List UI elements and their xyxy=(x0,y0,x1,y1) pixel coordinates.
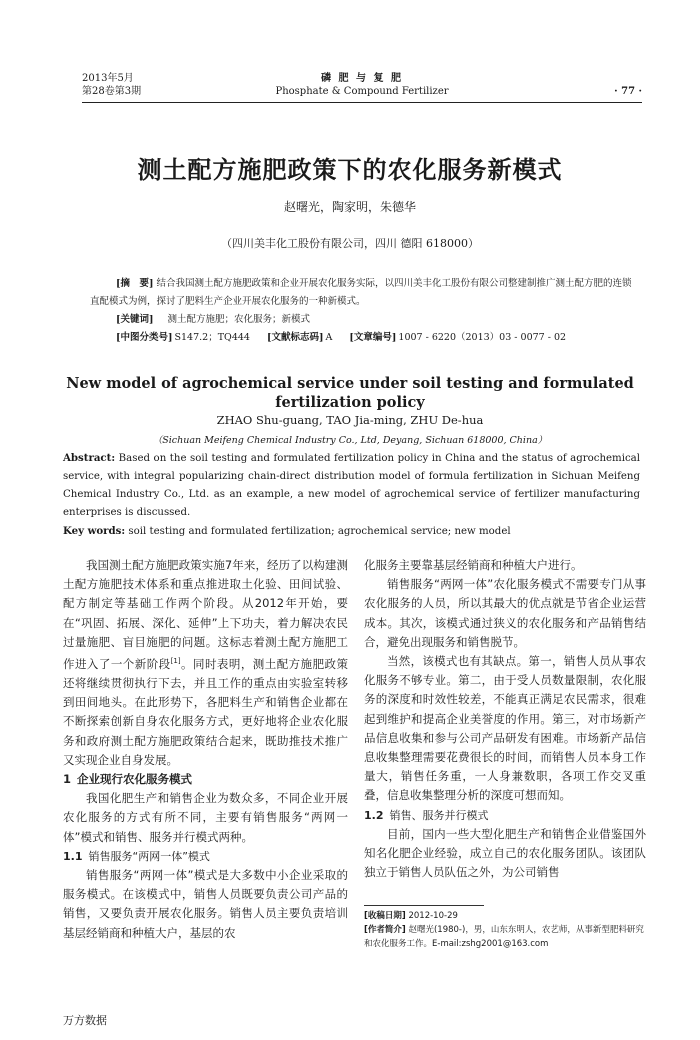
subsection-number: 1.2 xyxy=(364,808,384,822)
received-label: [收稿日期] xyxy=(364,911,406,921)
volume-issue: 第28卷第3期 xyxy=(82,86,142,97)
year-month: 2013年5月 xyxy=(82,73,134,84)
keywords-cn xyxy=(90,311,632,329)
subsection-title: 销售服务“两网一体”模式 xyxy=(88,849,210,863)
clc-value: S147.2；TQ444 xyxy=(174,332,250,343)
journal-name xyxy=(82,72,642,98)
english-authors: ZHAO Shu-guang, TAO Jia-ming, ZHU De-hua xyxy=(216,413,484,427)
article-no-label: [文章编号] xyxy=(349,332,397,343)
header-rule xyxy=(82,102,642,103)
english-abstract xyxy=(63,449,640,522)
body-paragraph-5: 当然，该模式也有其缺点。第一，销售人员从事农化服务不够专业。第二，由于受人员数量限制，农化服务的深度和时效性较差，不能真正满足农民需求，很难起到维护和提高企业美誉度的作用。第三，对市场新产品信息收集和参与公司产品研发有困难。市场新产品信息收集整理需要花费很长的时间，而销售人员本身工作量大，销售任务重，一人身兼数职，各项工作交叉重叠，信息收集整理分析的深度可想而知。 xyxy=(364,654,646,803)
author-bio-label: [作者简介] xyxy=(364,925,406,935)
body-paragraph-3: 销售服务“两网一体”模式是大多数中小企业采取的服务模式。在该模式中，销售人员既要负责公司产品的销售，又要负责开展农化服务。销售人员主要负责培训基层经销商和种植大户，基层的农 xyxy=(63,868,348,940)
body-paragraph-1 xyxy=(63,556,348,770)
keywords-cn-text: 测土配方施肥；农化服务；新模式 xyxy=(167,314,311,325)
body-paragraph-continued: 化服务主要靠基层经销商和种植大户进行。 xyxy=(364,558,583,572)
article-affiliation: （四川美丰化工股份有限公司，四川 德阳 618000） xyxy=(221,237,479,250)
article-no-value: 1007 - 6220（2013）03 - 0077 - 02 xyxy=(398,332,567,343)
subsection-number: 1.1 xyxy=(63,849,83,863)
body-paragraph-4: 销售服务“两网一体”农化服务模式不需要专门从事农化服务的人员，所以其最大的优点就是节省企业运营成本。其次，该模式通过狭义的农化服务和产品销售结合，避免出现服务和销售脱节。 xyxy=(364,577,646,649)
english-abstract-text: Based on the soil testing and formulated fertilization policy in China and the status of agrochemical service, with integral popularizing chain-direct distribution model of formula fertilization in Sichuan Meifeng Chemical Industry Co., Ltd. as an example, a new model of agrochemical service of fertilizer manufacturing enterprises is discussed. xyxy=(63,453,640,518)
section-title: 企业现行农化服务模式 xyxy=(77,772,193,787)
body-paragraph-1-end: 。同时表明，测土配方施肥政策还将继续贯彻执行下去，并且工作的重点由实验室转移到田间地头。在此形势下，各肥料生产和销售企业都在不断探索创新自身农化服务方式，更好地将企业农化服务和政府测土配方施肥政策结合起来，既助推技术推广又实现企业自身发展。 xyxy=(63,656,348,767)
section-number: 1 xyxy=(63,772,72,787)
subsection-title: 销售、服务并行模式 xyxy=(389,808,489,822)
body-paragraph-6: 目前，国内一些大型化肥生产和销售企业借鉴国外知名化肥企业经验，成立自己的农化服务团队。该团队独立于销售人员队伍之外，为公司销售 xyxy=(364,826,646,880)
article-title: 测土配方施肥政策下的农化服务新模式 xyxy=(137,156,563,184)
journal-name-cn: 磷 肥 与 复 肥 xyxy=(321,73,403,84)
english-abstract-label: Abstract: xyxy=(63,452,116,464)
section-heading-1 xyxy=(63,770,348,789)
watermark-text: 万方数据 xyxy=(63,1014,107,1027)
received-value: 2012-10-29 xyxy=(408,911,458,921)
footnote xyxy=(364,909,650,951)
doc-code-value: A xyxy=(325,332,333,343)
footnote-rule xyxy=(364,905,484,906)
page-number: · 77 · xyxy=(614,86,642,97)
abstract-cn-label: [摘 要] xyxy=(116,278,154,289)
section-heading-1-1 xyxy=(63,847,348,866)
body-paragraph-1-text: 我国测土配方施肥政策实施7年来，经历了以构建测土配方施肥技术体系和重点推进取土化验、田间试验、配方制定等基础工作两个阶段。从2012年开始，要在“巩固、拓展、深化、延伸”上下功夫，着力解决农民过量施肥、盲目施肥的问题。这标志着测土配方施肥工作进入了一个新阶段 xyxy=(63,558,348,671)
english-keywords-text: soil testing and formulated fertilization; agrochemical service; new model xyxy=(128,526,511,537)
classification-line xyxy=(90,329,632,347)
doc-code-label: [文献标志码] xyxy=(267,332,324,343)
received-date xyxy=(364,909,650,923)
body-column-left xyxy=(63,556,348,943)
body-column-right xyxy=(364,556,646,882)
english-title: New model of agrochemical service under soil testing and formulated fertilization policy xyxy=(66,375,634,411)
abstract-cn xyxy=(90,275,632,311)
clc-label: [中图分类号] xyxy=(116,332,173,343)
body-paragraph-2: 我国化肥生产和销售企业为数众多，不同企业开展农化服务的方式有所不同，主要有销售服务“两网一体”模式和销售、服务并行模式两种。 xyxy=(63,791,348,844)
citation-ref: [1] xyxy=(170,657,181,666)
keywords-cn-label: [关键词] xyxy=(116,314,154,325)
english-affiliation: （Sichuan Meifeng Chemical Industry Co., Ltd, Deyang, Sichuan 618000, China） xyxy=(152,435,548,446)
section-heading-1-2 xyxy=(364,806,646,825)
running-header xyxy=(82,72,642,106)
journal-name-en: Phosphate & Compound Fertilizer xyxy=(275,86,449,97)
author-bio-text: 赵曙光(1980-)，男，山东东明人，农艺师，从事新型肥料研究和农化服务工作。E-mail:zshg2001@163.com xyxy=(364,925,644,949)
chinese-abstract-block xyxy=(90,275,632,347)
author-bio xyxy=(364,923,650,951)
english-keywords-label: Key words: xyxy=(63,525,126,537)
article-authors: 赵曙光，陶家明，朱德华 xyxy=(283,200,416,214)
english-keywords xyxy=(63,525,640,537)
abstract-cn-text: 结合我国测土配方施肥政策和企业开展农化服务实际，以四川美丰化工股份有限公司整建制推广测土配方肥的连锁直配模式为例，探讨了肥料生产企业开展农化服务的一种新模式。 xyxy=(90,278,632,307)
